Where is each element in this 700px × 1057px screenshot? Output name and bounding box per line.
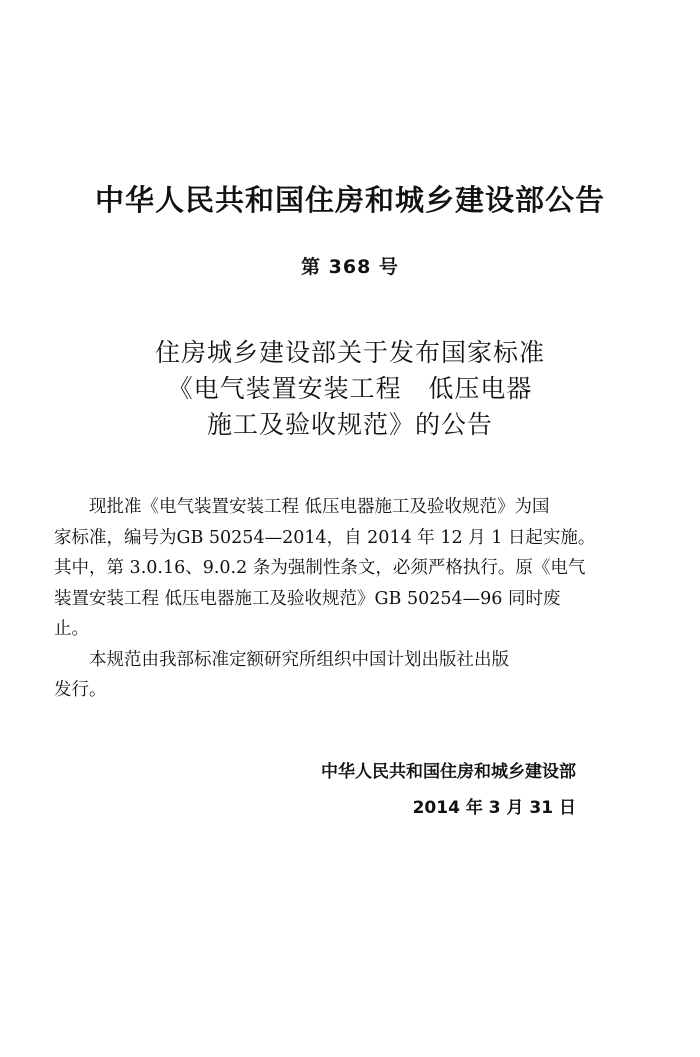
announcement-body <box>54 492 654 706</box>
body-paragraph-2: 本规范由我部标准定额研究所组织中国计划出版社出版 发行。 <box>54 649 509 700</box>
body-paragraph-1: 现批准《电气装置安装工程 低压电器施工及验收规范》为国 家标准，编号为GB 50254—2014，自 2014 年 12 月 1 日起实施。 其中，第 3.0.16、9.0.2 条为强制性条文，必须严格执行。原《电气 装置安装工程 低压电器施工及验收规范》GB 50254—96 同时废 止。 <box>54 497 596 639</box>
signature-organization: 中华人民共和国住房和城乡建设部 <box>321 762 576 782</box>
subtitle-line-3: 施工及验收规范》的公告 <box>206 410 493 439</box>
announcement-subtitle <box>0 335 700 443</box>
subtitle-line-2: 《电气装置安装工程 低压电器 <box>167 374 533 403</box>
subtitle-line-1: 住房城乡建设部关于发布国家标准 <box>154 338 545 367</box>
signature-date: 2014 年 3 月 31 日 <box>412 798 576 818</box>
announcement-title: 中华人民共和国住房和城乡建设部公告 <box>94 183 605 217</box>
announcement-number: 第 368 号 <box>301 256 399 278</box>
